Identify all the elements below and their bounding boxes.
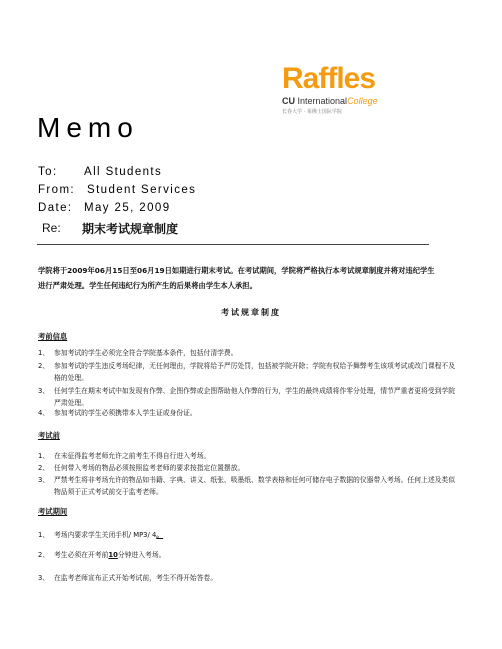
header-divider	[37, 244, 429, 245]
intro-paragraph: 学院将于2009年06月15日至06月19日如期进行期末考试。在考试期间，学院将严格执行本考试规章制度并将对违纪学生进行严肃处理。学生任何违纪行为所产生的后果将由学生本人承担。	[38, 266, 435, 290]
list-item: 1、 在未征得监考老师允许之前考生不得自行进入考场。	[38, 452, 211, 460]
memo-title: Memo	[37, 112, 139, 143]
section-heading-during-exam: 考试期间	[38, 507, 68, 516]
logo-subtitle: CU InternationalCollege	[282, 96, 378, 106]
list-item: 4、 参加考试的学生必须携带本人学生证或身份证。	[38, 409, 197, 417]
list-item: 3、 任何学生在期末考试中如发现有作弊、企图作弊或企图帮助他人作弊的行为，学生的最终成绩将作零分处理，情节严重者更将受到学院严肃处理。	[38, 387, 456, 407]
to-label: To:	[38, 166, 58, 178]
from-value: Student Services	[87, 184, 197, 196]
list-item: 2、 任何带入考场的物品必须按照监考老师的要求按指定位置摆放。	[38, 464, 245, 472]
list-item: 3、 在监考老师宣布正式开始考试前，考生不得开始答卷。	[38, 574, 218, 582]
to-value: All Students	[84, 166, 163, 178]
to-line	[38, 166, 163, 178]
list-item: 3、 严禁考生将非考场允许的物品如书籍、字典、讲义、纸张、吸墨纸、数学表格和任何可储存电子数据的仪器带入考场。任何上述及类似物品须于正式考试前交于监考老师。	[38, 476, 456, 496]
list-item: 2、 参加考试的学生违反考场纪律，无任何理由，学院将给予严厉处罚，包括被学院开除；学院有权给予舞弊考生该项考试或改门课程不及格的处理。	[38, 362, 456, 382]
date-line	[38, 202, 171, 214]
rules-title: 考试规章制度	[221, 308, 281, 317]
section-heading-before-exam: 考试前	[38, 431, 60, 440]
logo-chinese-subtitle: 长春大学 · 莱佛士国际学院	[282, 109, 342, 115]
raffles-logo	[282, 64, 402, 124]
re-label: Re:	[42, 221, 61, 235]
logo-wordmark: Raffles	[282, 62, 376, 95]
from-line	[38, 184, 197, 196]
date-label: Date:	[38, 202, 73, 214]
section-heading-pre-exam: 考前信息	[38, 332, 68, 341]
list-item: 1、 考场内要求学生关闭手机/ MP3/ 4。	[38, 531, 164, 539]
re-subject: 期末考试规章制度	[82, 222, 179, 236]
date-value: May 25, 2009	[84, 202, 171, 214]
list-item: 1、 参加考试的学生必须完全符合学院基本条件，包括付清学费。	[38, 349, 238, 357]
from-label: From:	[38, 184, 76, 196]
list-item: 2、 考生必须在开考前10分钟进入考场。	[38, 551, 166, 559]
